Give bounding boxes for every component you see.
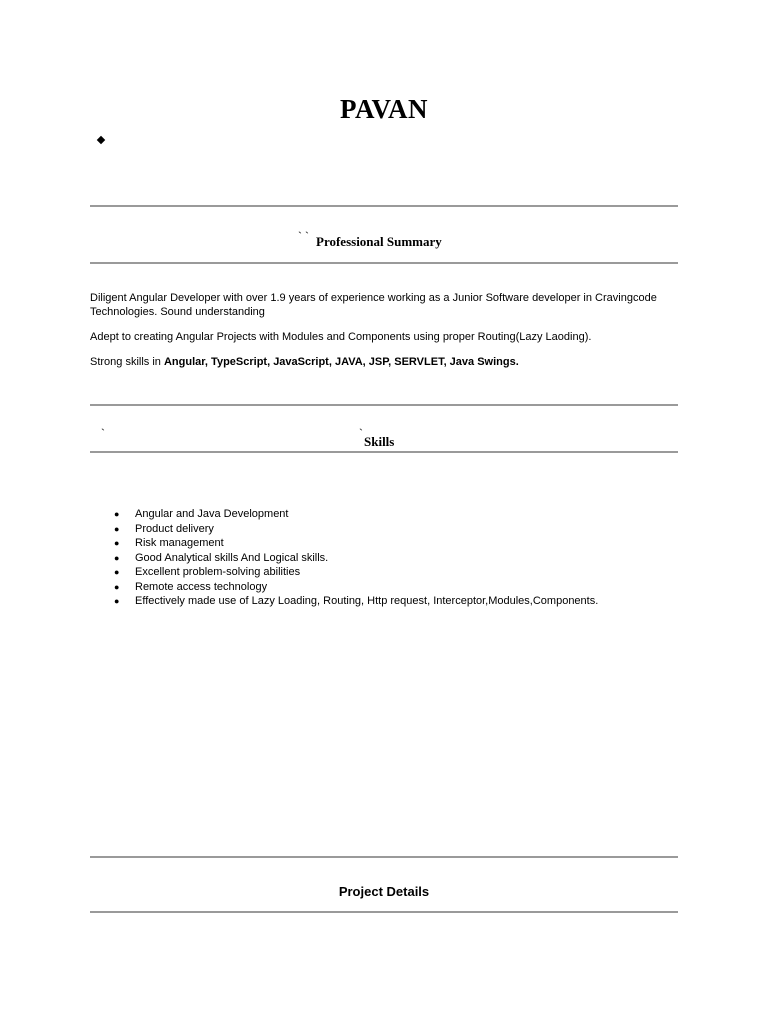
list-item (114, 551, 598, 566)
skills-intro-text: Strong skills in (90, 356, 164, 368)
list-item (114, 565, 598, 580)
diamond-bullet-icon (97, 136, 105, 144)
bullet-icon: ● (114, 567, 120, 577)
bullet-icon: ● (114, 596, 120, 606)
list-item (114, 580, 598, 595)
summary-paragraph-2: Adept to creating Angular Projects with Modules and Components using proper Routing(Lazy Laoding). (90, 331, 592, 343)
section-divider (90, 404, 678, 406)
stray-tick-mark: ` ` (298, 229, 309, 243)
projects-heading: Project Details (338, 884, 430, 899)
section-divider (90, 856, 678, 858)
bullet-icon: ● (114, 581, 120, 592)
list-item (114, 536, 598, 551)
section-divider (90, 911, 678, 913)
skill-text: Risk management (135, 537, 224, 549)
bullet-icon: ● (114, 552, 120, 563)
bullet-icon: ● (114, 538, 120, 548)
skills-heading: Skills (364, 434, 395, 449)
skill-text: Good Analytical skills And Logical skills. (135, 551, 329, 564)
summary-paragraph-3 (90, 355, 680, 369)
skill-text: Angular and Java Development (135, 508, 289, 520)
stray-tick-mark: ` (101, 426, 105, 440)
skills-list (114, 507, 598, 609)
skill-text: Product delivery (135, 522, 214, 535)
summary-paragraph-1: Diligent Angular Developer with over 1.9 years of experience working as a Junior Software developer in Cravingcode Technologies. Sound understanding (90, 292, 657, 318)
skill-text: Remote access technology (135, 580, 268, 593)
section-divider (90, 451, 678, 453)
list-item (114, 522, 598, 537)
skills-highlight-text: Angular, TypeScript, JavaScript, JAVA, JSP, SERVLET, Java Swings. (163, 356, 519, 368)
bullet-icon: ● (114, 523, 120, 534)
skill-text: Excellent problem-solving abilities (135, 566, 301, 578)
candidate-name: PAVAN (339, 94, 429, 124)
summary-heading: Professional Summary (316, 234, 442, 249)
bullet-icon: ● (114, 509, 120, 519)
list-item (114, 507, 598, 522)
section-divider (90, 205, 678, 207)
stray-tick-mark: ` (359, 426, 363, 440)
list-item (114, 594, 598, 609)
skill-text: Effectively made use of Lazy Loading, Routing, Http request, Interceptor,Modules,Components. (135, 595, 599, 607)
section-divider (90, 262, 678, 264)
